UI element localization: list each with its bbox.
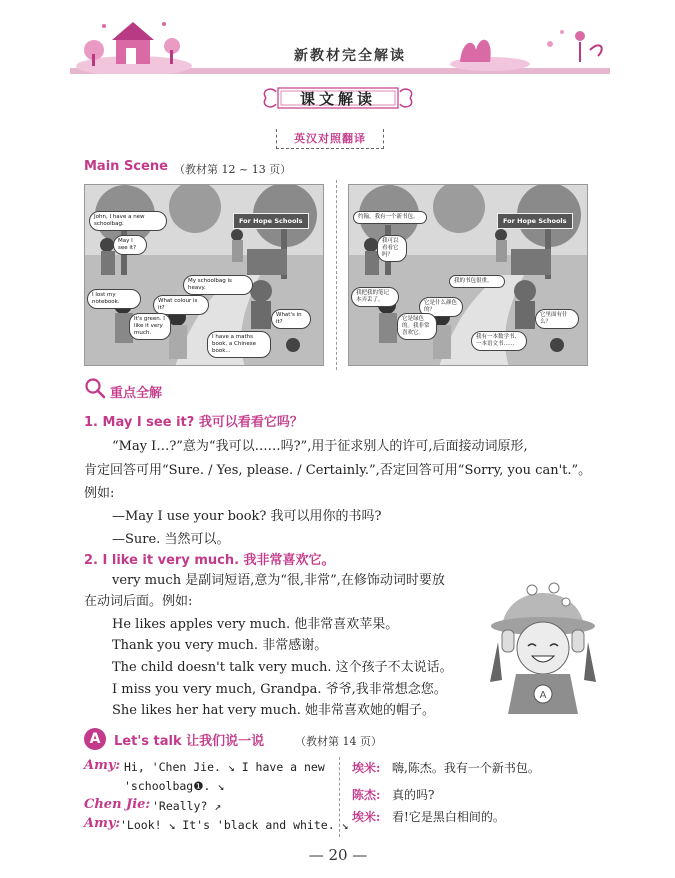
dialogue-line-zh: 真的吗? <box>392 788 435 802</box>
speech-bubble: I have a maths book, a Chinese book... <box>207 331 271 358</box>
point-1-heading: 1. May I see it? 我可以看看它吗？ <box>84 415 303 430</box>
point-2-example: Thank you very much. 非常感谢。 <box>112 638 328 653</box>
point-2-example: I miss you very much, Grandpa. 爷爷,我非常想念您。 <box>112 682 447 697</box>
speech-bubble: 我把我的笔记本弄丢了。 <box>351 287 399 307</box>
house-decoration-icon <box>74 14 194 74</box>
dialogue-line: Hi, 'Chen Jie. ↘ I have a new <box>124 760 325 774</box>
point-1-text: “May I…?”意为“我可以……吗?”,用于征求别人的许可,后面接动词原形, <box>112 439 528 454</box>
lets-talk-reference: （教材第 14 页） <box>295 735 382 748</box>
scene-illustration-english <box>84 184 324 366</box>
section-title: 课文解读 <box>299 90 376 108</box>
speaker-name: Amy: <box>84 816 121 831</box>
point-1-text: 肯定回答可用“Sure. / Yes, please. / Certainly.”,否定回答可用“Sorry, you can't.”。 <box>84 463 592 478</box>
dialogue-line-zh: 看!它是黑白相间的。 <box>392 810 505 824</box>
main-scene-reference: （教材第 12 ~ 13 页） <box>174 163 292 176</box>
speaker-name-zh: 陈杰: <box>352 788 381 802</box>
lets-talk-title: Let's talk 让我们说一说 <box>114 734 265 749</box>
speech-bubble: It's green. I like it very much. <box>129 313 171 340</box>
speaker-name: Amy: <box>84 758 121 773</box>
subtitle: 英汉对照翻译 <box>294 132 366 145</box>
point-1-example: —Sure. 当然可以。 <box>112 532 230 547</box>
book-title: 新教材完全解读 <box>294 48 406 64</box>
dialogue-line-zh: 嗨,陈杰。我有一个新书包。 <box>392 761 540 775</box>
point-2-example: The child doesn't talk very much. 这个孩子不太说话。 <box>112 660 453 675</box>
point-2-text: very much 是副词短语,意为“很,非常”,在修饰动词时要放 <box>112 573 445 588</box>
speech-bubble: 它是什么颜色的？ <box>419 297 463 317</box>
speaker-name-zh: 埃米: <box>352 810 381 824</box>
flower-decoration-icon <box>440 20 610 72</box>
speech-bubble: What colour is it? <box>153 295 209 315</box>
main-scene-heading: Main Scene <box>84 159 168 174</box>
point-2-example: He likes apples very much. 他非常喜欢苹果。 <box>112 617 399 632</box>
speech-bubble: John, I have a new schoolbag. <box>89 211 167 231</box>
speech-bubble: 我有一本数学书、一本语文书…… <box>471 331 527 351</box>
magnifier-icon <box>84 377 106 399</box>
speech-bubble: May I see it? <box>113 235 147 255</box>
hope-schools-sign: For Hope Schools <box>497 213 573 229</box>
dialogue-divider <box>339 757 340 837</box>
dialogue-line: 'Look! ↘ It's 'black and white. ↘ <box>120 818 349 832</box>
key-points-title: 重点全解 <box>110 386 163 401</box>
point-1-example: —May I use your book? 我可以用你的书吗? <box>112 509 382 524</box>
picture-divider <box>336 180 337 370</box>
speech-bubble: 我的书包很重。 <box>449 275 505 288</box>
point-1-text: 例如: <box>84 486 115 501</box>
speaker-name-zh: 埃米: <box>352 761 381 775</box>
point-2-example: She likes her hat very much. 她非常喜欢她的帽子。 <box>112 703 436 718</box>
girl-with-hat-illustration <box>488 562 598 714</box>
speech-bubble: What's in it? <box>271 309 311 329</box>
speaker-name: Chen Jie: <box>84 797 151 812</box>
speech-bubble: 我可以看看它吗？ <box>377 235 407 262</box>
speech-bubble: 它是绿色的。我非常喜欢它。 <box>397 313 437 340</box>
speech-bubble: My schoolbag is heavy. <box>183 275 253 295</box>
svg-text:A: A <box>539 690 547 701</box>
point-2-text: 在动词后面。例如: <box>84 594 193 609</box>
speech-bubble: 约翰，我有一个新书包。 <box>353 211 427 224</box>
speech-bubble: 它里面有什么？ <box>535 309 579 329</box>
point-2-heading: 2. I like it very much. 我非常喜欢它。 <box>84 553 335 568</box>
dialogue-line: 'schoolbag❶. ↘ <box>124 779 225 793</box>
section-a-badge: A <box>84 728 106 750</box>
dialogue-line: 'Really? ↗ <box>152 799 222 813</box>
page-number: — 20 — <box>308 846 368 864</box>
hope-schools-sign: For Hope Schools <box>233 213 309 229</box>
scene-illustration-chinese <box>348 184 588 366</box>
speech-bubble: I lost my notebook. <box>87 289 141 309</box>
